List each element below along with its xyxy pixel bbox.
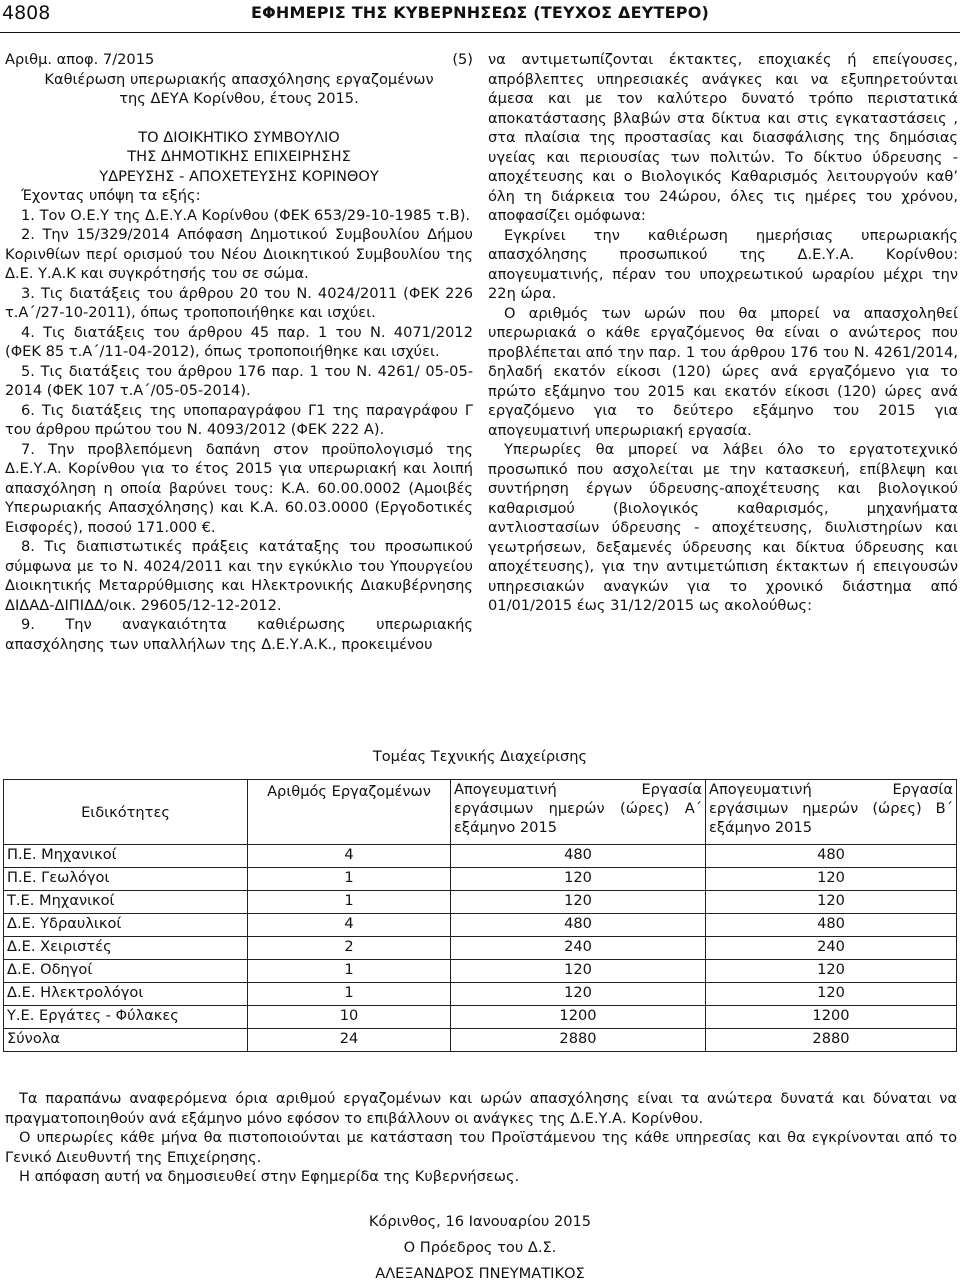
specialty-cell: Δ.Ε. Οδηγοί: [4, 960, 248, 983]
table-header-row: [4, 780, 957, 845]
recital-8: 8. Τις διαπιστωτικές πράξεις κατάταξης του προσωπικού σύμφωνα με το Ν. 4024/2011 και την εγκύκλιο του Υπουργείου Διοικητικής Μεταρρύθμισης και Ηλεκτρονικής Διακυβέρνησης ΔΙΔΑΔ-ΔΙΠΙΔΔ/οικ. 29605/12-12-2012.: [5, 538, 473, 614]
specialty-cell: Π.Ε. Γεωλόγοι: [4, 868, 248, 891]
table-section-title: Τομέας Τεχνικής Διαχείρισης: [372, 748, 588, 765]
specialty-cell: Π.Ε. Μηχανικοί: [4, 845, 248, 868]
table-totals-row: [4, 1029, 957, 1052]
page-header: [0, 0, 960, 33]
second-half-hours-cell: 120: [706, 960, 957, 983]
totals-second-half-cell: 2880: [706, 1029, 957, 1052]
first-half-hours-cell: 240: [451, 937, 706, 960]
first-half-hours-cell: 120: [451, 983, 706, 1006]
specialty-cell: Υ.Ε. Εργάτες - Φύλακες: [4, 1006, 248, 1029]
considering-line: Έχοντας υπόψη τα εξής:: [21, 187, 201, 204]
overtime-table: [3, 779, 957, 1052]
table-row: [4, 1006, 957, 1029]
second-half-hours-cell: 480: [706, 845, 957, 868]
table-row: [4, 868, 957, 891]
signature-block: [0, 1209, 960, 1287]
totals-first-half-cell: 2880: [451, 1029, 706, 1052]
recital-9: 9. Την αναγκαιότητα καθιέρωσης υπερωριακής απασχόλησης των υπαλλήλων της Δ.Ε.Υ.Α.Κ., προκειμένου: [5, 616, 473, 653]
decision-title-line-2: της ΔΕΥΑ Κορίνθου, έτους 2015.: [119, 90, 359, 107]
employees-cell: 2: [248, 937, 451, 960]
recital-1: 1. Τον Ο.Ε.Υ της Δ.Ε.Υ.Α Κορίνθου (ΦΕΚ 653/29-10-1985 τ.Β).: [21, 206, 471, 224]
signatory-name: ΑΛΕΞΑΝΔΡΟΣ ΠΝΕΥΜΑΤΙΚΟΣ: [375, 1265, 585, 1282]
board-line-1: ΤΟ ΔΙΟΙΚΗΤΙΚΟ ΣΥΜΒΟΥΛΙΟ: [138, 128, 340, 146]
journal-title: ΕΦΗΜΕΡΙΣ ΤΗΣ ΚΥΒΕΡΝΗΣΕΩΣ (ΤΕΥΧΟΣ ΔΕΥΤΕΡΟ): [250, 3, 710, 22]
first-half-hours-cell: 120: [451, 868, 706, 891]
header-second-half: Απογευματινή Εργασία εργάσιμων ημερών (ώρες) Β΄ εξάμηνο 2015: [706, 780, 957, 845]
decision-index: (5): [452, 51, 473, 68]
totals-label-cell: Σύνολα: [4, 1029, 248, 1052]
page-number: 4808: [2, 2, 51, 24]
specialty-cell: Δ.Ε. Υδραυλικοί: [4, 914, 248, 937]
first-half-hours-cell: 120: [451, 960, 706, 983]
recital-4: 4. Τις διατάξεις του άρθρου 45 παρ. 1 του Ν. 4071/2012 (ΦΕΚ 85 τ.Α΄/11-04-2012), όπως τροποποιήθηκε και ισχύει.: [5, 323, 473, 360]
second-half-hours-cell: 1200: [706, 1006, 957, 1029]
note-limits: Τα παραπάνω αναφερόμενα όρια αριθμού εργαζομένων και ωρών απασχόλησης είναι τα ανώτερα δυνατά και δύναται να πραγματοποιηθούν ανά εξάμηνο μόνο εφόσον το επιβάλλουν οι ανάγκες της Δ.Ε.Υ.Α. Κορίνθου.: [5, 1090, 957, 1127]
board-line-3: ΥΔΡΕΥΣΗΣ - ΑΠΟΧΕΤΕΥΣΗΣ ΚΟΡΙΝΘΟΥ: [99, 167, 379, 185]
table-row: [4, 891, 957, 914]
recital-9-continued: να αντιμετωπίζονται έκτακτες, εποχιακές ή επείγουσες, απρόβλεπτες υπηρεσιακές ανάγκες και να εξυπηρετούνται άμεσα και με τον καλύτερο δυνατό τρόπο περιστατικά αποκατάστασης βλαβών στα δίκτυα και στις εγκαταστάσεις , στα πλαίσια της προστασίας και διασφάλισης της δημόσιας υγείας και περιουσίας των πολιτών. Το δίκτυο ύδρευσης - αποχέτευσης και ο Βιολογικός Καθαρισμός λειτουργούν καθ’ όλη τη διάρκεια του 24ώρου, όλες τις ημέρες του χρόνου, αποφασίζει ομόφωνα:: [488, 51, 958, 224]
second-half-hours-cell: 240: [706, 937, 957, 960]
recital-6: 6. Τις διατάξεις της υποπαραγράφου Γ1 της παραγράφου Γ του άρθρου πρώτου του Ν. 4093/2012 (ΦΕΚ 222 Α).: [5, 401, 473, 438]
decision-title-line-1: Καθιέρωση υπερωριακής απασχόλησης εργαζομένων: [44, 70, 434, 88]
employees-cell: 1: [248, 891, 451, 914]
decision-heading: [5, 50, 473, 70]
employees-cell: 4: [248, 845, 451, 868]
closing-notes: [5, 1089, 957, 1187]
employees-cell: 4: [248, 914, 451, 937]
table-row: [4, 914, 957, 937]
recital-2: 2. Την 15/329/2014 Απόφαση Δημοτικού Συμβουλίου Δήμου Κορινθίων περί ορισμού του Νέου Διοικητικού Συμβουλίου της Δ.Ε. Υ.Α.Κ και συγκρότησής του σε σώμα.: [5, 226, 473, 282]
second-half-hours-cell: 120: [706, 983, 957, 1006]
header-specialties: Ειδικότητες: [4, 780, 248, 845]
first-half-hours-cell: 480: [451, 845, 706, 868]
table-row: [4, 845, 957, 868]
first-half-hours-cell: 120: [451, 891, 706, 914]
specialty-cell: Δ.Ε. Χειριστές: [4, 937, 248, 960]
table-row: [4, 960, 957, 983]
board-line-2: ΤΗΣ ΔΗΜΟΤΙΚΗΣ ΕΠΙΧΕΙΡΗΣΗΣ: [127, 148, 351, 165]
place-date: Κόρινθος, 16 Ιανουαρίου 2015: [368, 1213, 592, 1230]
table-row: [4, 983, 957, 1006]
first-half-hours-cell: 480: [451, 914, 706, 937]
totals-employees-cell: 24: [248, 1029, 451, 1052]
note-certification: Ο υπερωρίες κάθε μήνα θα πιστοποιούνται με κατάσταση του Προϊστάμενου της κάθε υπηρεσίας και θα εγκρίνονται από το Γενικό Διευθυντή της Επιχείρησης.: [5, 1129, 957, 1166]
decision-number: Αριθμ. αποφ. 7/2015: [5, 51, 155, 68]
signatory-role: Ο Πρόεδρος του Δ.Σ.: [403, 1239, 557, 1256]
employees-cell: 1: [248, 960, 451, 983]
specialty-cell: Τ.Ε. Μηχανικοί: [4, 891, 248, 914]
left-column: [5, 50, 473, 654]
note-publication: Η απόφαση αυτή να δημοσιευθεί στην Εφημερίδα της Κυβερνήσεως.: [19, 1168, 520, 1185]
recital-3: 3. Τις διατάξεις του άρθρου 20 του Ν. 4024/2011 (ΦΕΚ 226 τ.Α΄/27-10-2011), όπως τροποποιήθηκε και ισχύει.: [5, 284, 473, 321]
staff-paragraph: Υπερωρίες θα μπορεί να λάβει όλο το εργατοτεχνικό προσωπικό που ασχολείται με την κατασκευή, επίβλεψη και συντήρηση έργων ύδρευσης-αποχέτευσης και βιολογικού καθαρισμού (βιολογικός καθαρισμός, μηχανήματα αντλιοστασίων ύδρευσης - αποχέτευσης, διυλιστηρίων και γεωτρήσεων, δεξαμενές ύδρευσης και δίκτυα ύδρευσης και αποχέτευσης), για την αντιμετώπιση έκτακτων ή επειγουσών υπηρεσιακών αναγκών για το χρονικό διάστημα από 01/01/2015 έως 31/12/2015 ως ακολούθως:: [488, 441, 958, 614]
employees-cell: 1: [248, 983, 451, 1006]
first-half-hours-cell: 1200: [451, 1006, 706, 1029]
hours-paragraph: Ο αριθμός των ωρών που θα μπορεί να απασχοληθεί υπερωριακά ο κάθε εργαζόμενος θα είναι ο ανώτερος που προβλέπεται από την παρ. 1 του άρθρου 176 του Ν. 4261/2014, δηλαδή εκατόν είκοσι (120) ώρες ανά εργαζόμενο για το πρώτο εξάμηνο του 2015 και εκατόν είκοσι (120) ώρες ανά εργαζόμενο για το δεύτερο εξάμηνο του 2015 για απογευματινή υπερωριακή εργασία.: [488, 304, 958, 439]
second-half-hours-cell: 120: [706, 868, 957, 891]
header-first-half: Απογευματινή Εργασία εργάσιμων ημερών (ώρες) Α΄ εξάμηνο 2015: [451, 780, 706, 845]
second-half-hours-cell: 120: [706, 891, 957, 914]
header-employees: Αριθμός Εργαζομένων: [248, 780, 451, 845]
right-column: [488, 50, 958, 616]
recital-7: 7. Την προβλεπόμενη δαπάνη στον προϋπολογισμό της Δ.Ε.Υ.Α. Κορίνθου για το έτος 2015 για υπερωριακή και λοιπή απασχόληση η οποία βαρύνει τους: Κ.Α. 60.00.0002 (Αμοιβές Υπερωριακής Απασχόλησης) και Κ.Α. 60.03.0000 (Εργοδοτικές Εισφορές), ποσού 171.000 €.: [5, 440, 473, 536]
table-row: [4, 937, 957, 960]
second-half-hours-cell: 480: [706, 914, 957, 937]
employees-cell: 1: [248, 868, 451, 891]
specialty-cell: Δ.Ε. Ηλεκτρολόγοι: [4, 983, 248, 1006]
employees-cell: 10: [248, 1006, 451, 1029]
recital-5: 5. Τις διατάξεις του άρθρου 176 παρ. 1 του Ν. 4261/ 05-05-2014 (ΦΕΚ 107 τ.Α΄/05-05-2014).: [5, 362, 473, 399]
approval-paragraph: Εγκρίνει την καθιέρωση ημερήσιας υπερωριακής απασχόλησης προσωπικού της Δ.Ε.Υ.Α. Κορίνθου: απογευματινής, πέραν του υποχρεωτικού ωραρίου μέχρι την 22η ώρα.: [488, 226, 958, 302]
